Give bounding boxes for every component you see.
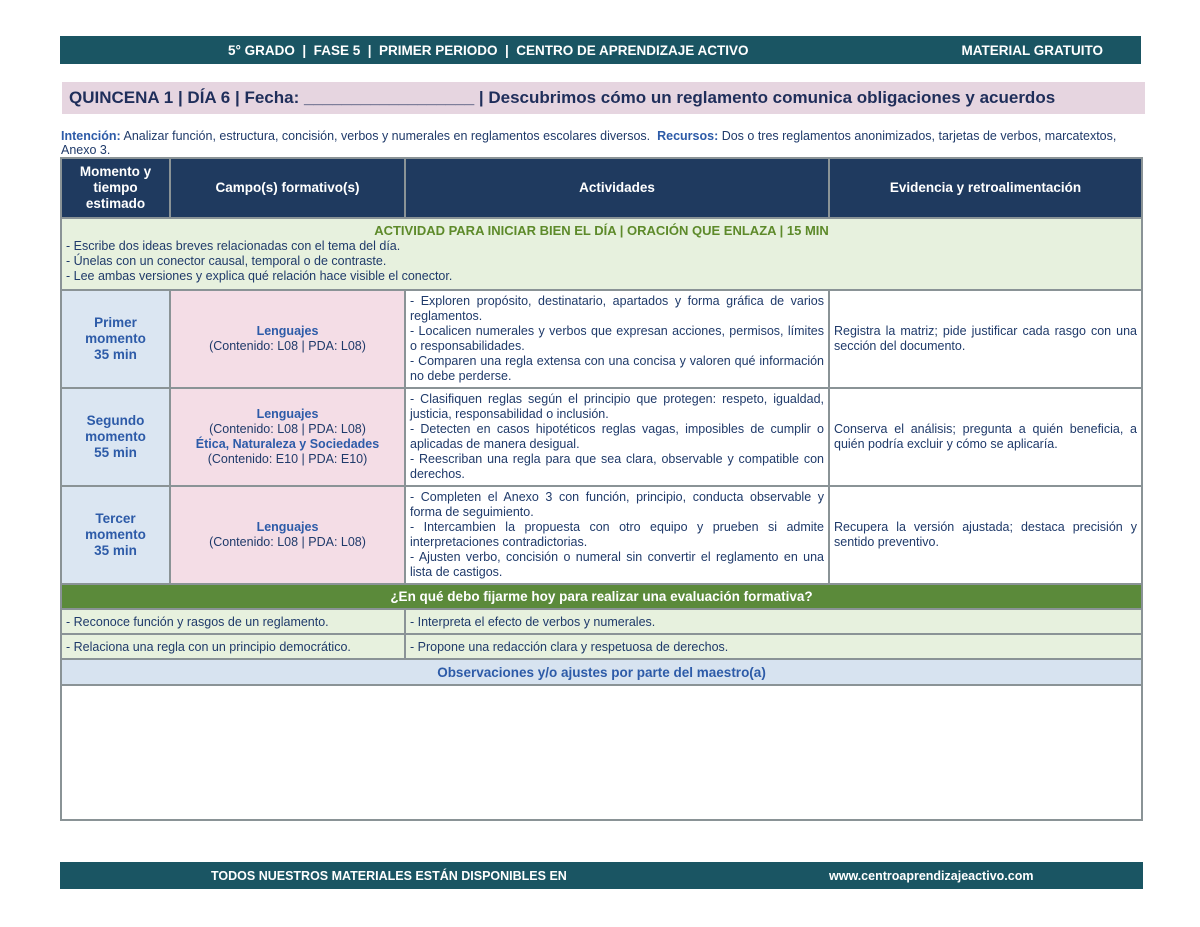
moment-row bbox=[61, 486, 1142, 584]
activity-item: - Reescriban una regla para que sea clara, observable y compatible con derechos. bbox=[410, 452, 824, 481]
moment-row bbox=[61, 388, 1142, 486]
evaluation-title: ¿En qué debo fijarme hoy para realizar una evaluación formativa? bbox=[61, 584, 1142, 609]
campo-name: Lenguajes bbox=[256, 520, 319, 534]
activity-item: - Detecten en casos hipotéticos reglas vagas, imposibles de cumplir o aplicadas de manera desigual. bbox=[410, 422, 824, 451]
observations-title: Observaciones y/o ajustes por parte del maestro(a) bbox=[61, 659, 1142, 685]
evidence-cell: Registra la matriz; pide justificar cada rasgo con una sección del documento. bbox=[829, 290, 1142, 388]
moment-name: Tercer bbox=[95, 511, 136, 526]
campo-contenido: (Contenido: L08 | PDA: L08) bbox=[209, 422, 366, 436]
campo-name: Lenguajes bbox=[256, 324, 319, 338]
footer-website-link[interactable]: www.centroaprendizajeactivo.com bbox=[829, 869, 1034, 883]
activities-cell bbox=[405, 290, 829, 388]
activities-cell bbox=[405, 486, 829, 584]
header-right-text: MATERIAL GRATUITO bbox=[961, 43, 1103, 58]
intention-paragraph bbox=[61, 129, 1141, 157]
start-activity-title: ACTIVIDAD PARA INICIAR BIEN EL DÍA | ORACIÓN QUE ENLAZA | 15 MIN bbox=[374, 223, 829, 238]
intention-label: Intención: bbox=[61, 129, 121, 143]
header-campo: Campo(s) formativo(s) bbox=[170, 158, 405, 218]
header-evidencia: Evidencia y retroalimentación bbox=[829, 158, 1142, 218]
moment-name: Primer bbox=[94, 315, 137, 330]
header-bar bbox=[60, 36, 1141, 64]
evidence-cell: Conserva el análisis; pregunta a quién beneficia, a quién podría excluir y cómo se aplicaría. bbox=[829, 388, 1142, 486]
moment-label bbox=[61, 486, 170, 584]
footer-bar bbox=[60, 862, 1143, 889]
header-moment-line: tiempo bbox=[93, 180, 138, 195]
evaluation-item: - Relaciona una regla con un principio democrático. bbox=[61, 634, 405, 659]
campo-contenido: (Contenido: L08 | PDA: L08) bbox=[209, 339, 366, 353]
moment-name: Segundo bbox=[86, 413, 145, 428]
campo-cell bbox=[170, 486, 405, 584]
activity-item: - Comparen una regla extensa con una concisa y valoren qué información no debe perderse. bbox=[410, 354, 824, 383]
activity-item: - Localicen numerales y verbos que expresan acciones, permisos, límites o responsabilidades. bbox=[410, 324, 824, 353]
moment-row bbox=[61, 290, 1142, 388]
footer-left-text: TODOS NUESTROS MATERIALES ESTÁN DISPONIBLES EN bbox=[211, 869, 567, 883]
moment-name: momento bbox=[85, 331, 146, 346]
intention-text: Analizar función, estructura, concisión, verbos y numerales en reglamentos escolares diversos. bbox=[120, 129, 658, 143]
moment-name: momento bbox=[85, 527, 146, 542]
activities-cell bbox=[405, 388, 829, 486]
activity-item: - Clasifiquen reglas según el principio que protegen: respeto, igualdad, justicia, responsabilidad o inclusión. bbox=[410, 392, 824, 421]
header-actividades: Actividades bbox=[405, 158, 829, 218]
campo-name: Ética, Naturaleza y Sociedades bbox=[195, 437, 380, 451]
start-activity-line: - Únelas con un conector causal, temporal o de contraste. bbox=[66, 254, 387, 268]
moment-name: momento bbox=[85, 429, 146, 444]
start-activity-line: - Lee ambas versiones y explica qué relación hace visible el conector. bbox=[66, 269, 453, 283]
header-moment-line: Momento y bbox=[79, 164, 152, 179]
header-moment-line: estimado bbox=[85, 196, 146, 211]
lesson-plan-table bbox=[60, 157, 1143, 821]
resources-label: Recursos: bbox=[657, 129, 719, 143]
moment-label bbox=[61, 388, 170, 486]
activity-item: - Ajusten verbo, concisión o numeral sin convertir el reglamento en una lista de castigos. bbox=[410, 550, 824, 579]
campo-contenido: (Contenido: L08 | PDA: L08) bbox=[209, 535, 366, 549]
resources-text: Dos o tres reglamentos anonimizados, tarjetas de verbos, marcatextos, Anexo 3. bbox=[61, 129, 1117, 157]
campo-name: Lenguajes bbox=[256, 407, 319, 421]
activity-item: - Intercambien la propuesta con otro equipo y prueben si admite interpretaciones contradictorias. bbox=[410, 520, 824, 549]
evaluation-item: - Interpreta el efecto de verbos y numerales. bbox=[405, 609, 1142, 634]
start-activity-line: - Escribe dos ideas breves relacionadas con el tema del día. bbox=[66, 239, 401, 253]
evaluation-item: - Propone una redacción clara y respetuosa de derechos. bbox=[405, 634, 1142, 659]
campo-cell bbox=[170, 290, 405, 388]
header-moment bbox=[61, 158, 170, 218]
moment-time: 35 min bbox=[94, 543, 137, 558]
activity-item: - Completen el Anexo 3 con función, principio, conducta observable y forma de seguimiento. bbox=[410, 490, 824, 519]
page-title: QUINCENA 1 | DÍA 6 | Fecha: __________________ | Descubrimos cómo un reglamento comunica obligaciones y acuerdos bbox=[62, 82, 1145, 114]
moment-label bbox=[61, 290, 170, 388]
moment-time: 55 min bbox=[94, 445, 137, 460]
evidence-cell: Recupera la versión ajustada; destaca precisión y sentido preventivo. bbox=[829, 486, 1142, 584]
activity-item: - Exploren propósito, destinatario, apartados y forma gráfica de varios reglamentos. bbox=[410, 294, 824, 323]
campo-cell bbox=[170, 388, 405, 486]
campo-contenido: (Contenido: E10 | PDA: E10) bbox=[207, 452, 368, 466]
start-activity-cell bbox=[61, 218, 1142, 290]
header-center-text: 5° GRADO | FASE 5 | PRIMER PERIODO | CENTRO DE APRENDIZAJE ACTIVO bbox=[228, 43, 749, 58]
observations-area[interactable] bbox=[61, 685, 1142, 820]
evaluation-item: - Reconoce función y rasgos de un reglamento. bbox=[61, 609, 405, 634]
moment-time: 35 min bbox=[94, 347, 137, 362]
